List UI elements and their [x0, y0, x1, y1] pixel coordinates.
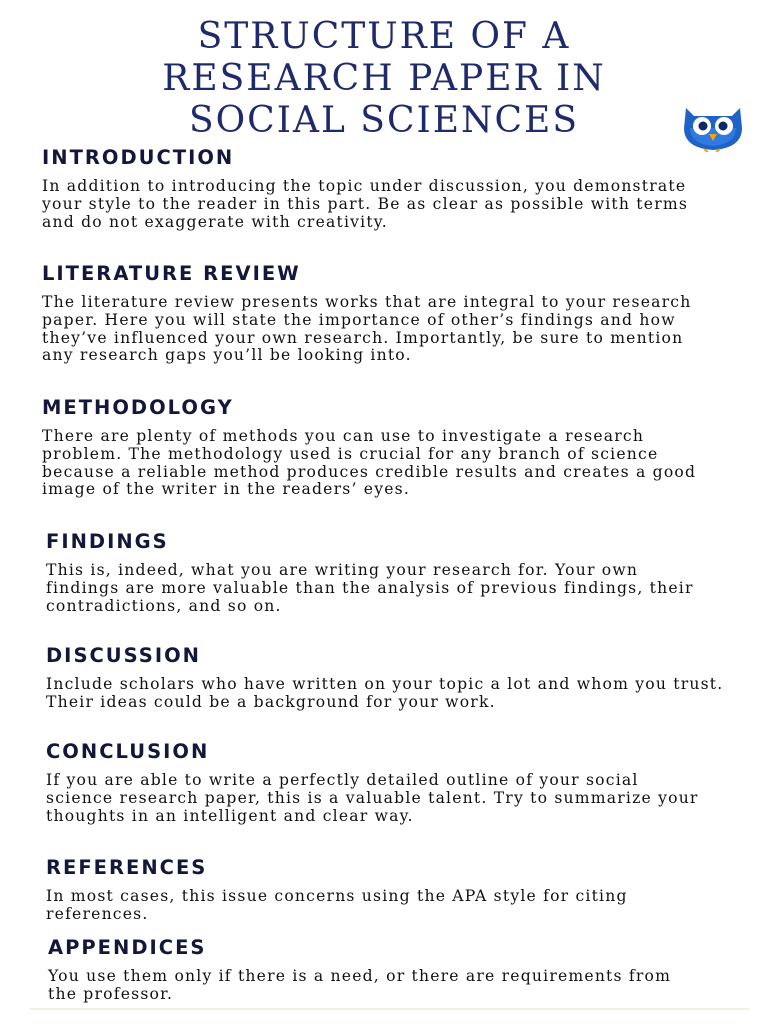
section-body: Include scholars who have written on your topic a lot and whom you trust. Their ideas could be a background for your work.: [46, 675, 724, 711]
section-body: The literature review presents works that are integral to your research paper. Here you will state the importance of other’s findings and how they’ve influenced your own research. Importantly, be sure to mention any research gaps you’ll be looking into.: [42, 293, 692, 365]
section-body: In addition to introducing the topic under discussion, you demonstrate your style to the reader in this part. Be as clear as possible with terms and do not exaggerate with creativity.: [42, 177, 689, 231]
section-discussion: [46, 644, 726, 712]
owl-icon: [676, 98, 750, 152]
section-heading: DISCUSSION: [46, 644, 201, 667]
section-heading: METHODOLOGY: [42, 396, 234, 419]
section-introduction: [42, 146, 710, 231]
section-body: There are plenty of methods you can use to investigate a research problem. The methodology used is crucial for any branch of science because a reliable method produces credible results and creates a good image of the writer in the readers’ eyes.: [42, 427, 697, 499]
section-findings: [46, 530, 708, 615]
section-heading: LITERATURE REVIEW: [42, 262, 301, 285]
section-body: In most cases, this issue concerns using the APA style for citing references.: [46, 887, 628, 923]
section-references: [46, 856, 686, 924]
section-literature-review: [42, 262, 702, 365]
section-heading: REFERENCES: [46, 856, 208, 879]
section-body: This is, indeed, what you are writing your research for. Your own findings are more valuable than the analysis of previous findings, their contradictions, and so on.: [46, 561, 694, 615]
title-line-2: RESEARCH PAPER IN: [162, 58, 606, 99]
section-heading: INTRODUCTION: [42, 146, 235, 169]
page-title: [0, 16, 768, 142]
section-heading: APPENDICES: [48, 936, 207, 959]
section-heading: CONCLUSION: [46, 740, 210, 763]
section-heading: FINDINGS: [46, 530, 169, 553]
section-body: If you are able to write a perfectly detailed outline of your social science research paper, this is a valuable talent. Try to summarize your thoughts in an intelligent and clear way.: [46, 771, 699, 825]
section-body: You use them only if there is a need, or there are requirements from the professor.: [48, 967, 672, 1003]
section-appendices: [48, 936, 688, 1004]
title-line-3: SOCIAL SCIENCES: [189, 100, 579, 141]
title-line-1: STRUCTURE OF A: [197, 16, 571, 57]
section-methodology: [42, 396, 726, 499]
bottom-divider: [30, 1008, 750, 1010]
section-conclusion: [46, 740, 706, 825]
